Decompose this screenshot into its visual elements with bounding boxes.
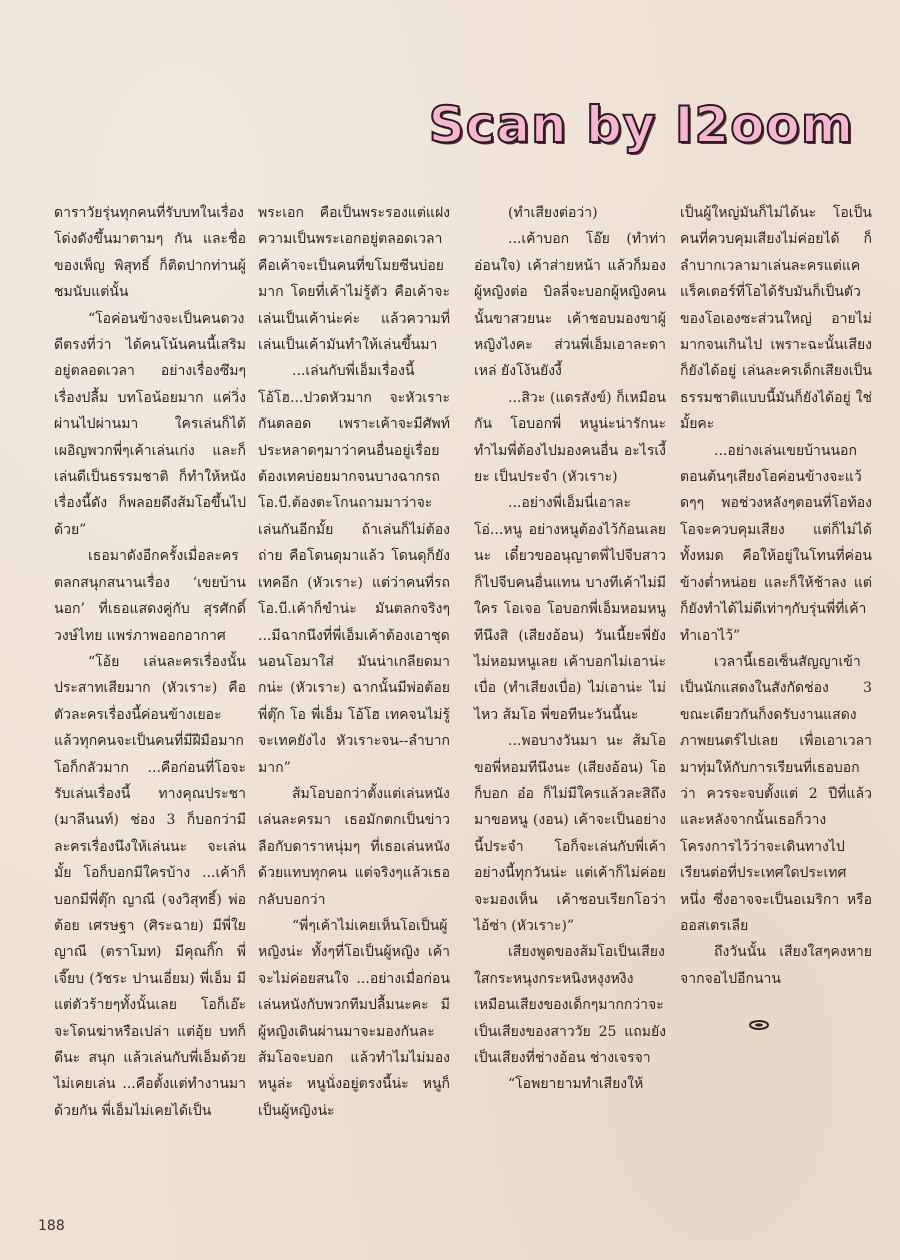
paragraph: เธอมาดังอีกครั้งเมื่อละครตลกสนุกสนานเรื่อง ‘เขยบ้านนอก’ ที่เธอแสดงคู่กับ สุรศักดิ์ วงษ์ไทย แพร่ภาพออกอากาศ — [54, 548, 246, 644]
paragraph: (ทำเสียงต่อว่า) — [508, 205, 598, 221]
paragraph: ดาราวัยรุ่นทุกคนที่รับบทในเรื่องโด่งดังขึ้นมาตามๆ กัน และชื่อของเพ็ญ พิสุทธิ์ ก็ติดปากท่านผู้ชมนับแต่นั้น — [54, 205, 246, 301]
paragraph: พระเอก คือเป็นพระรองแต่แฝงความเป็นพระเอกอยู่ตลอดเวลา คือเค้าจะเป็นคนที่ขโมยซีนบ่อยมาก โดยที่เค้าไม่รู้ตัว คือเค้าจะเล่นเป็นเค้าน่ะค่ะ แล้วความที่เล่นเป็นเค้ามันทำให้เล่นขึ้นมา — [258, 205, 450, 354]
paragraph: “โอ้ย เล่นละครเรื่องนั้นประสาทเสียมาก (หัวเราะ) คือตัวละครเรื่องนี้ค่อนข้างเยอะ แล้วทุกคนจะเป็นคนที่มีฝีมือมาก โอก็กลัวมาก ...คือก่อนที่โอจะรับเล่นเรื่องนี้ ทางคุณประชา (มาลีนนท์) ช่อง 3 ก็บอกว่ามีละครเรื่องนึงให้เล่นนะ จะเล่นมั้ย โอก็บอกมีใครบ้าง ...เค้าก็บอกมีพี่ตุ๊ก ญาณี (จงวิสุทธิ์) พ่อต้อย เศรษฐา (ศิระฉาย) มีพี่ใย ญาณี (ตราโมท) มีคุณกิ๊ก พี่เจี๊ยบ (วัชระ ปานเอี่ยม) พี่เอ็ม มีแต่ตัวร้ายๆทั้งนั้นเลย โอก็เอ๊ะ จะโดนฆ่าหรือเปล่า แต่อุ้ย บทก็ดีนะ สนุก แล้วเล่นกับพี่เอ็มด้วย ไม่เคยเล่น ...คือตั้งแต่ทำงานมาด้วยกัน พี่เอ็มไม่เคยได้เป็น — [54, 653, 246, 1119]
paragraph: “โอค่อนข้างจะเป็นคนดวงดีตรงที่ว่า ได้คนโน้นคนนี้เสริมอยู่ตลอดเวลา อย่างเรื่องซึมๆ เรื่องปลื้ม บทโอน้อยมาก แค่วิ่งผ่านไปผ่านมา ใครเล่นก็ได้ เผอิญพวกพี่ๆเค้าเล่นเก่ง และก็เล่นดีเป็นธรรมชาติ ก็ทำให้หนังเรื่องนี้ดัง ก็พลอยดึงส้มโอขึ้นไปด้วย” — [54, 310, 246, 538]
scanner-watermark: Scan by I2oom — [428, 96, 854, 154]
paragraph: ...เค้าบอก โอ๊ย (ทำท่าอ่อนใจ) เค้าส่ายหน้า แล้วก็มองผู้หญิงต่อ บิลลี่จะบอกผู้หญิงคนนั้นขาสวยนะ เค้าชอบมองขาผู้หญิงไงคะ ส่วนพี่เอ็มเอาละดาเหล่ ยังโง้นยังงี้ — [474, 231, 666, 380]
paragraph: “โอพยายามทำเสียงให้ — [508, 1076, 644, 1093]
paragraph: ถึงวันนั้น เสียงใสๆคงหายจากจอไปอีกนาน — [680, 944, 872, 987]
page-number: 188 — [38, 1218, 65, 1234]
paragraph: เวลานี้เธอเซ็นสัญญาเข้าเป็นนักแสดงในสังกัดช่อง 3 ขณะเดียวกันก็งดรับงานแสดงภาพยนตร์ไปเลย เพื่อเอาเวลามาทุ่มให้กับการเรียนที่เธอบอกว่า ควรจะจบตั้งแต่ 2 ปีที่แล้ว และหลังจากนั้นเธอก็วางโครงการไว้ว่าจะเดินทางไปเรียนต่อที่ประเทศใดประเทศหนึ่ง ซึ่งอาจจะเป็นอเมริกา หรือออสเตรเลีย — [680, 653, 872, 934]
paragraph: ส้มโอบอกว่าตั้งแต่เล่นหนังเล่นละครมา เธอมักตกเป็นข่าวลือกับดาราหนุ่มๆ ที่เธอเล่นหนังด้วยแทบทุกคน แต่จริงๆแล้วเธอกลับบอกว่า — [258, 785, 450, 908]
paragraph: เสียงพูดของส้มโอเป็นเสียงใสกระหนุงกระหนิงหงุงหงิงเหมือนเสียงของเด็กๆมากกว่าจะเป็นเสียงของสาววัย 25 แถมยังเป็นเสียงที่ช่างอ้อน ช่างเจรจา — [474, 944, 666, 1066]
paragraph: ...เล่นกับพี่เอ็มเรื่องนี้ โอ้โฮ...ปวดหัวมาก จะหัวเราะกันตลอด เพราะเค้าจะมีศัพท์ประหลาดๆมาว่าคนอื่นอยู่เรื่อย ต้องเทคบ่อยมากจนบางฉากรถโอ.บี.ต้องตะโกนถามมาว่าจะเล่นกันอีกมั้ย ถ้าเล่นก็ไม่ต้องถ่าย คือโดนดุมาแล้ว โดนดุก็ยังเทคอีก (หัวเราะ) แต่ว่าคนที่รถโอ.บี.เค้าก็ขำน่ะ มันตลกจริงๆ ...มีฉากนึงที่พี่เอ็มเค้าต้องเอาชุดนอนโอมาใส่ มันน่าเกลียดมากน่ะ (หัวเราะ) ฉากนั้นมีพ่อต้อย พี่ตุ๊ก โอ พี่เอ็ม โอ้โฮ เทคจนไม่รู้จะเทคยังไง หัวเราะจน--ลำบากมาก” — [258, 363, 450, 776]
article-end-mark-icon — [748, 1018, 770, 1032]
text-column-2 — [258, 200, 450, 1124]
paragraph: “พี่ๆเค้าไม่เคยเห็นโอเป็นผู้หญิงน่ะ ทั้งๆที่โอเป็นผู้หญิง เค้าจะไม่ค่อยสนใจ ...อย่างเมื่อก่อนเล่นหนังกับพวกทีมปลื้มนะคะ มีผู้หญิงเดินผ่านมาจะมองกันละ ส้มโอจะบอก แล้วทำไมไม่มองหนูล่ะ หนูนั่งอยู่ตรงนี้น่ะ หนูก็เป็นผู้หญิงน่ะ — [258, 917, 450, 1119]
paragraph: ...สิวะ (แดรสังข์) ก็เหมือนกัน โอบอกพี่ หนูน่ะน่ารักนะ ทำไมพี่ต้องไปมองคนอื่น อะไรเงี้ยะ เป็นประจำ (หัวเราะ) — [474, 389, 666, 486]
text-column-1 — [54, 200, 246, 1124]
text-column-4 — [680, 200, 872, 992]
paragraph: ...อย่างพี่เอ็มนี่เอาละโอ่...หนู อย่างหนูต้องไว้ก้อนเลยนะ เดี๋ยวขออนุญาตพี่ไปจีบสาว ก็ไปจีบคนอื่นแทน บางทีเค้าไม่มีใคร โอเจอ โอบอกพี่เอ็มหอมหนูทีนึงสิ (เสียงอ้อน) วันเนี้ยะพี่ยังไม่หอมหนูเลย เค้าบอกไม่เอาน่ะ เบื่อ (ทำเสียงเบื่อ) ไม่เอาน่ะ ไม่ไหว ส้มโอ พี่ขอทีนะวันนี้นะ — [474, 495, 666, 723]
text-column-3 — [474, 200, 666, 1098]
paragraph: ...พอบางวันมา นะ ส้มโอ ขอพี่หอมทีนึงนะ (เสียงอ้อน) โอก็บอก อ๋อ ก็ไม่มีใครแล้วละสิถึงมาขอหนู (งอน) เค้าจะเป็นอย่างนี้ประจำ โอก็จะเล่นกับพี่เค้าอย่างนี้ทุกวันน่ะ แต่เค้าก็ไม่ค่อยจะมองเห็น เค้าชอบเรียกโอว่าไอ้ซ่า (หัวเราะ)” — [474, 733, 666, 934]
paragraph: ...อย่างเล่นเขยบ้านนอก ตอนต้นๆเสียงโอค่อนข้างจะแว้ดๆๆ พอช่วงหลังๆตอนที่โอท้อง โอจะควบคุมเสียง แต่ก็ไม่ได้ทั้งหมด คือให้อยู่ในโทนที่ค่อนข้างต่ำหน่อย และก็ให้ช้าลง แต่ก็ยังทำได้ไม่ดีเท่าๆกับรุ่นพี่ที่เค้าทำเอาไว้” — [680, 442, 872, 644]
paragraph: เป็นผู้ใหญ่มันก็ไม่ได้นะ โอเป็นคนที่ควบคุมเสียงไม่ค่อยได้ ก็ลำบากเวลามาเล่นละครแต่แคแร็คเตอร์ที่โอได้รับมันก็เป็นตัวของโอเองซะส่วนใหญ่ อายไม่มากจนเกินไป เพราะฉะนั้นเสียงก็ยังได้อยู่ เล่นละครเด็กเสียงเป็นธรรมชาติแบบนี้มันก็ยังได้อยู่ ใช่มั้ยคะ — [680, 205, 872, 433]
